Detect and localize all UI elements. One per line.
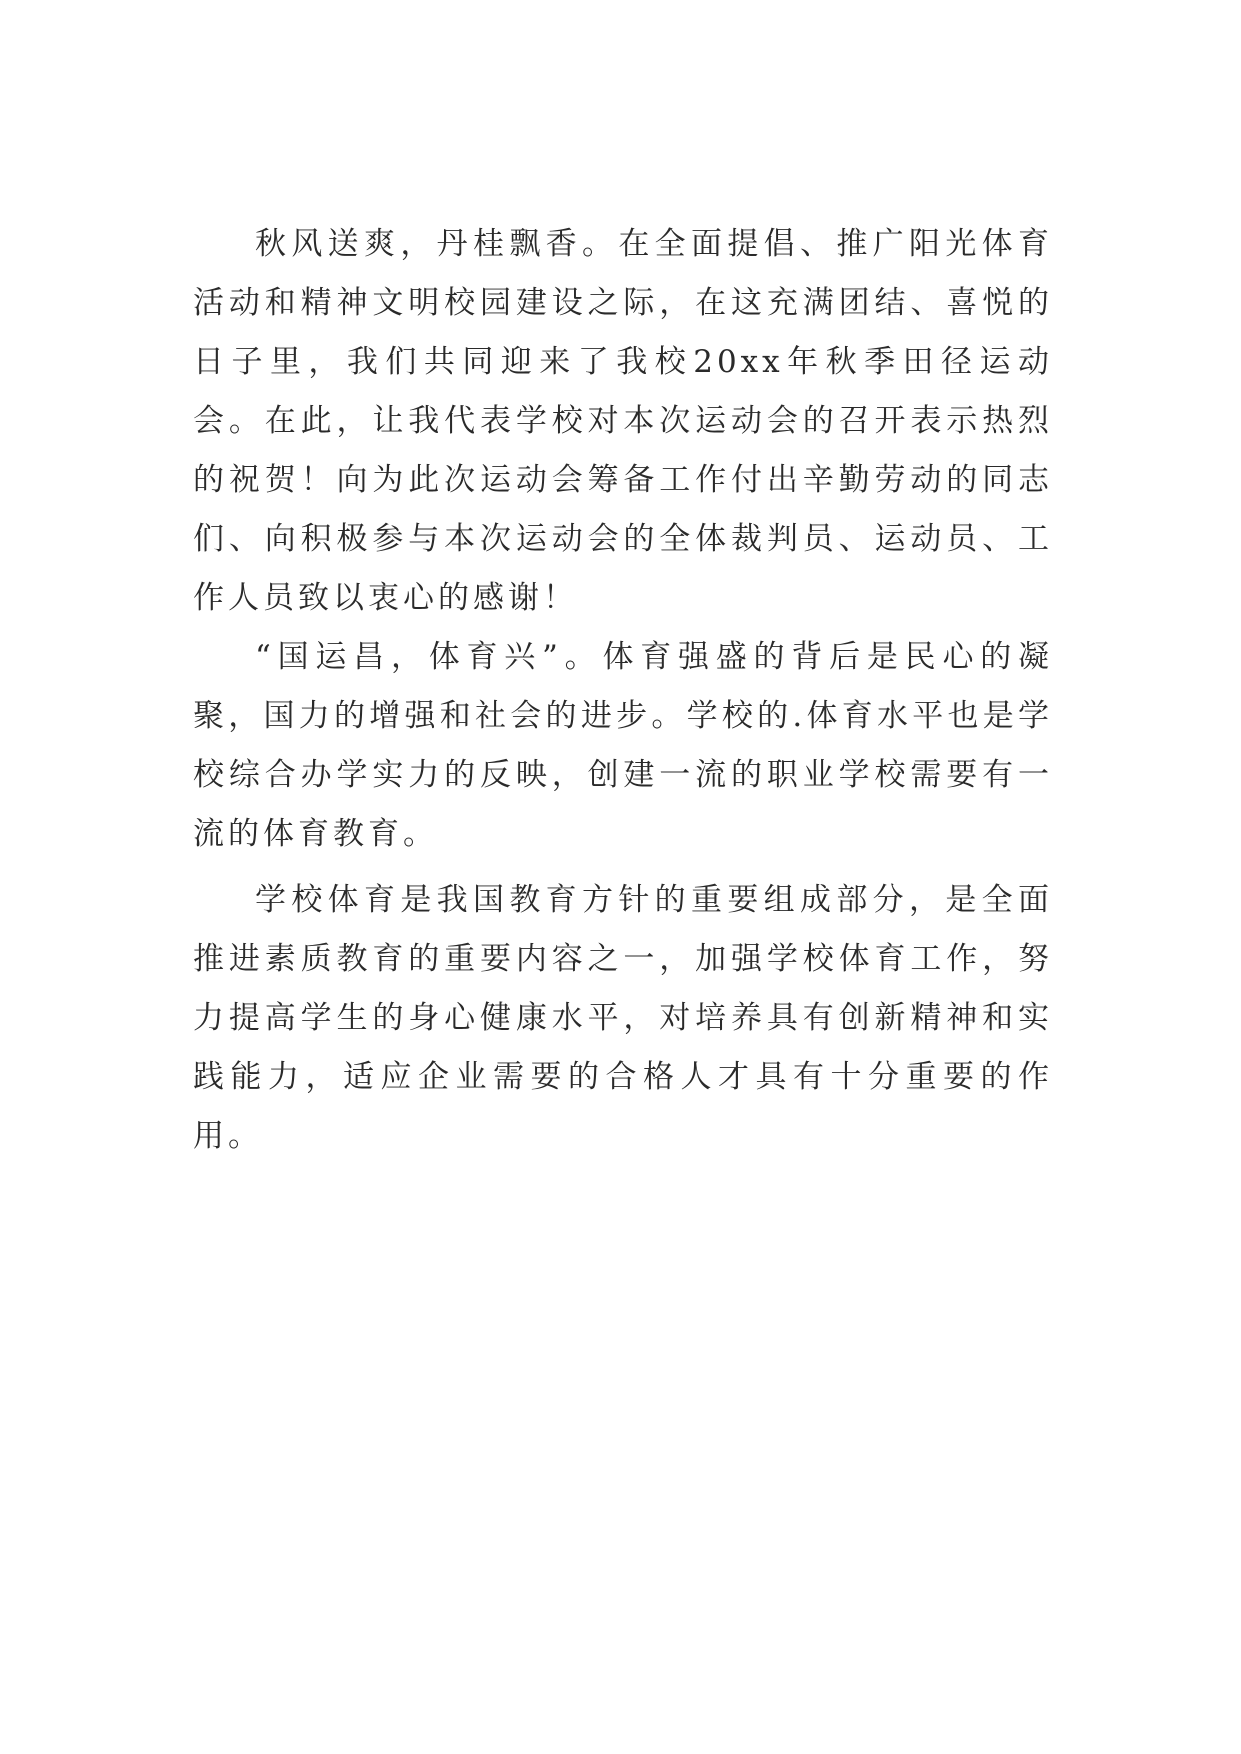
paragraph-national-sports: “国运昌，体育兴”。体育强盛的背后是民心的凝聚，国力的增强和社会的进步。学校的.体育水平也是学校综合办学实力的反映，创建一流的职业学校需要有一流的体育教育。 bbox=[193, 639, 1053, 852]
document-body bbox=[193, 215, 1053, 1166]
paragraph-sports-meet-greeting: 秋风送爽，丹桂飘香。在全面提倡、推广阳光体育活动和精神文明校园建设之际，在这充满团结、喜悦的日子里，我们共同迎来了我校20xx年秋季田径运动会。在此，让我代表学校对本次运动会的召开表示热烈的祝贺！向为此次运动会筹备工作付出辛勤劳动的同志们、向积极参与本次运动会的全体裁判员、运动员、工作人员致以衷心的感谢！ bbox=[193, 226, 1053, 616]
paragraph-school-sports-importance: 学校体育是我国教育方针的重要组成部分，是全面推进素质教育的重要内容之一，加强学校体育工作，努力提高学生的身心健康水平，对培养具有创新精神和实践能力，适应企业需要的合格人才具有十分重要的作用。 bbox=[193, 882, 1053, 1154]
